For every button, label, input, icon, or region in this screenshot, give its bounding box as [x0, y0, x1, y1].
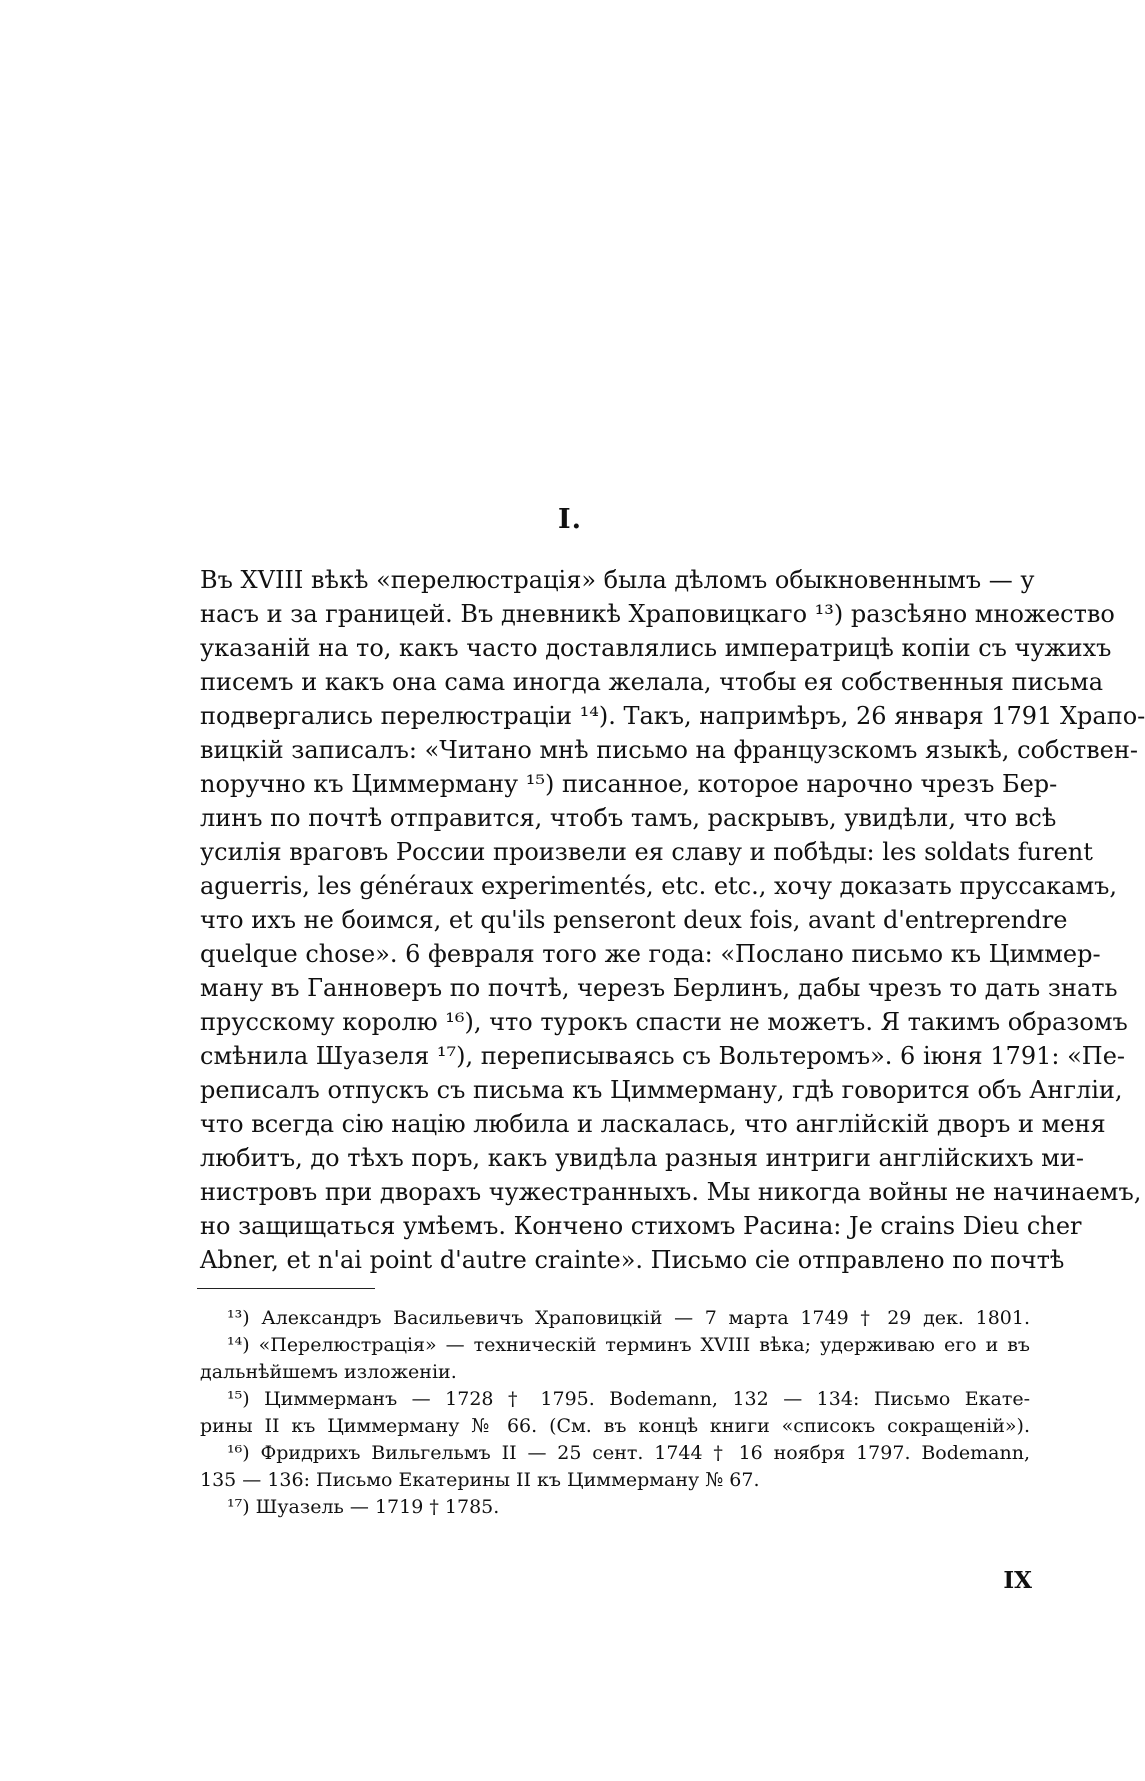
text-line: aguerris, les généraux experimentés, etc. etc., хочу доказать пруссакамъ,	[200, 872, 1118, 900]
text-line: смѣнила Шуазеля ¹⁷), переписываясь съ Вольтеромъ». 6 іюня 1791: «Пе-	[200, 1042, 1126, 1070]
text-line: что всегда сію націю любила и ласкалась, что англійскій дворъ и меня	[200, 1110, 1106, 1138]
text-line: noручно къ Циммерману ¹⁵) писанное, которое нарочно чрезъ Бер-	[200, 770, 1058, 798]
footnote-line: ¹⁶) Фридрихъ Вильгельмъ II — 25 сент. 1744 † 16 ноября 1797. Bodemann,	[227, 1442, 1030, 1464]
text-line: quelque chose». 6 февраля того же года: «Послано письмо къ Циммер-	[200, 940, 1101, 968]
footnote-line: 135 — 136: Письмо Екатерины II къ Циммерману № 67.	[200, 1469, 760, 1491]
footnote-line: ¹⁷) Шуазель — 1719 † 1785.	[227, 1496, 500, 1518]
text-line: подвергались перелюстраціи ¹⁴). Такъ, напримѣръ, 26 января 1791 Храпо-	[200, 702, 1145, 730]
text-line: прусскому королю ¹⁶), что турокъ спасти не можетъ. Я такимъ образомъ	[200, 1008, 1128, 1036]
text-line: вицкій записалъ: «Читано мнѣ письмо на французскомъ языкѣ, собствен-	[200, 736, 1138, 764]
footnote-line: рины II къ Циммерману № 66. (См. въ концѣ книги «списокъ сокращеній»).	[200, 1415, 1030, 1437]
main-text-body	[200, 563, 1145, 1277]
text-line: Abner, et n'ai point d'autre crainte». Письмо сіе отправлено по почтѣ	[200, 1246, 1065, 1274]
footnote-line: ¹³) Александръ Васильевичъ Храповицкій — 7 марта 1749 † 29 дек. 1801.	[227, 1307, 1030, 1329]
text-line: Въ XVIII вѣкѣ «перелюстрація» была дѣломъ обыкновеннымъ — у	[200, 566, 1035, 594]
text-line: ману въ Ганноверъ по почтѣ, черезъ Берлинъ, дабы чрезъ то дать знать	[200, 974, 1118, 1002]
text-line: линъ по почтѣ отправится, чтобъ тамъ, раскрывъ, увидѣли, что всѣ	[200, 804, 1057, 832]
text-line: нистровъ при дворахъ чужестранныхъ. Мы никогда войны не начинаемъ,	[200, 1178, 1142, 1206]
footnotes-block	[200, 1305, 1030, 1521]
section-heading: I.	[557, 504, 583, 535]
text-line: реписалъ отпускъ съ письма къ Циммерману, гдѣ говорится объ Англіи,	[200, 1076, 1123, 1104]
text-line: насъ и за границей. Въ дневникѣ Храповицкаго ¹³) разсѣяно множество	[200, 600, 1115, 628]
footnote-line: ¹⁵) Циммерманъ — 1728 † 1795. Bodemann, 132 — 134: Письмо Екате-	[227, 1388, 1030, 1410]
text-line: усилія враговъ России произвели ея славу и побѣды: les soldats furent	[200, 838, 1093, 866]
footnote-line: дальнѣйшемъ изложеніи.	[200, 1361, 457, 1383]
text-line: писемъ и какъ она сама иногда желала, чтобы ея собственныя письма	[200, 668, 1104, 696]
page-number: IX	[1003, 1567, 1032, 1594]
footnote-line: ¹⁴) «Перелюстрація» — техническій терминъ XVIII вѣка; удерживаю его и въ	[227, 1334, 1030, 1356]
text-line: указаній на то, какъ часто доставлялись императрицѣ копіи съ чужихъ	[200, 634, 1112, 662]
footnote-divider	[197, 1288, 375, 1289]
text-line: что ихъ не боимся, et qu'ils penseront deux fois, avant d'entreprendre	[200, 906, 1068, 934]
text-line: но защищаться умѣемъ. Кончено стихомъ Расина: Je crains Dieu cher	[200, 1212, 1082, 1240]
text-line: любитъ, до тѣхъ поръ, какъ увидѣла разныя интриги англійскихъ ми-	[200, 1144, 1084, 1172]
